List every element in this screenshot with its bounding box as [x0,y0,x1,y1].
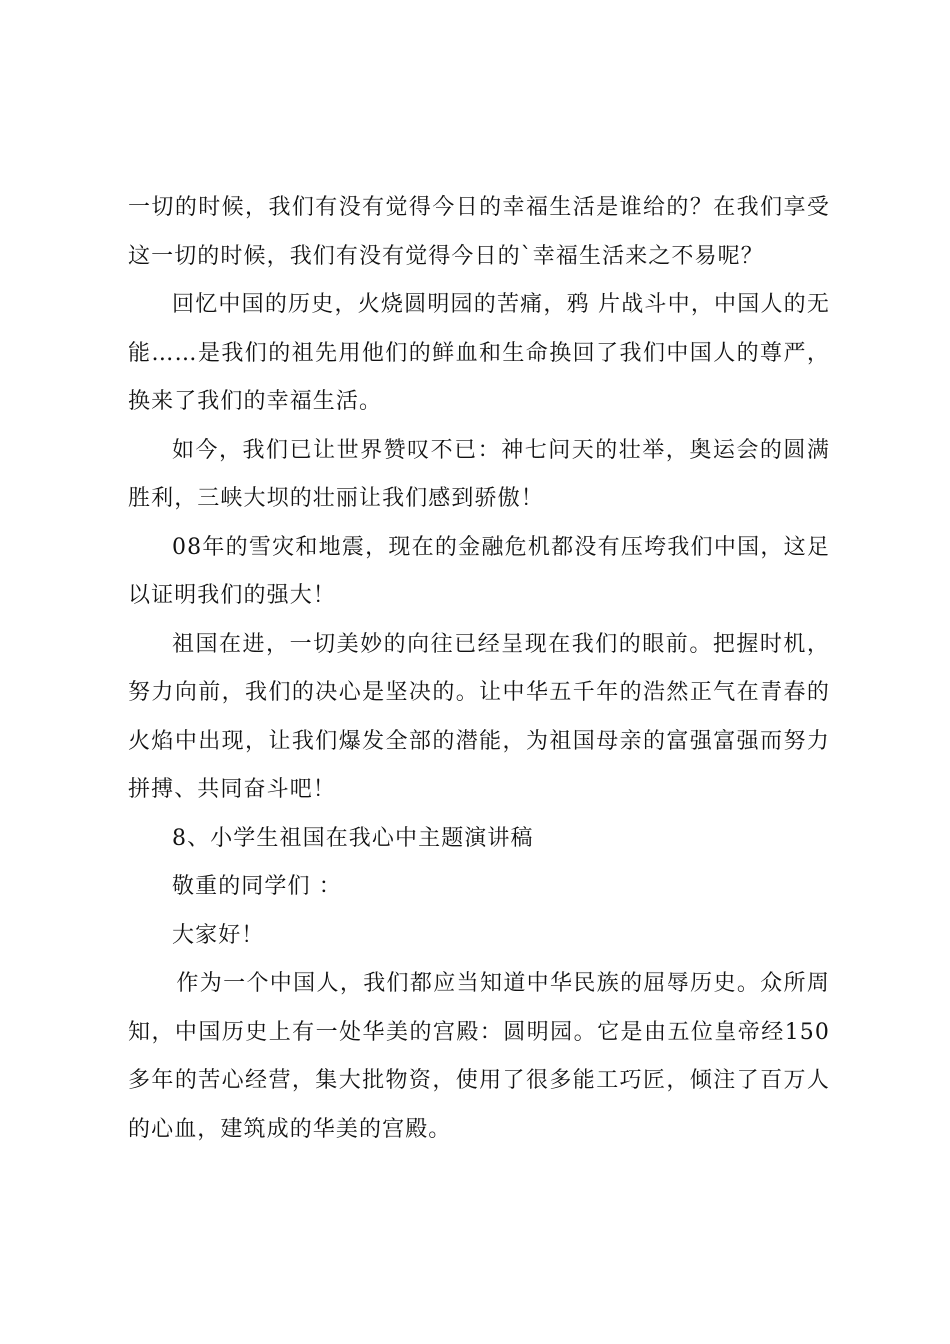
paragraph-9: 作为一个中国人，我们都应当知道中华民族的屈辱历史。众所周知，中国历史上有一处华美的宫殿：圆明园。它是由五位皇帝经150多年的苦心经营，集大批物资，使用了很多能工巧匠，倾注了百万人的心血，建筑成的华美的宫殿。 [128,971,830,1142]
paragraph-3: 如今，我们已让世界赞叹不已：神七问天的壮举，奥运会的圆满胜利，三峡大坝的壮丽让我们感到骄傲！ [128,437,830,511]
salutation: 敬重的同学们 ： [172,874,342,899]
paragraph-2: 回忆中国的历史，火烧圆明园的苦痛，鸦 片战斗中，中国人的无能……是我们的祖先用他们的鲜血和生命换回了我们中国人的尊严，换来了我们的幸福生活。 [128,292,830,414]
paragraph-5: 祖国在进，一切美妙的向往已经呈现在我们的眼前。把握时机，努力向前，我们的决心是坚决的。让中华五千年的浩然正气在青春的火焰中出现，让我们爆发全部的潜能，为祖国母亲的富强富强而努力拼搏、共同奋斗吧！ [128,631,830,802]
section-heading: 8、小学生祖国在我心中主题演讲稿 [172,825,534,851]
paragraph-1: 一切的时候，我们有没有觉得今日的幸福生活是谁给的？在我们享受这一切的时候，我们有没有觉得今日的`幸福生活来之不易呢？ [128,195,830,269]
greeting: 大家好！ [172,922,265,948]
paragraph-4: 08年的雪灾和地震，现在的金融危机都没有压垮我们中国，这足以证明我们的强大！ [128,534,830,608]
document-body [128,184,830,1154]
